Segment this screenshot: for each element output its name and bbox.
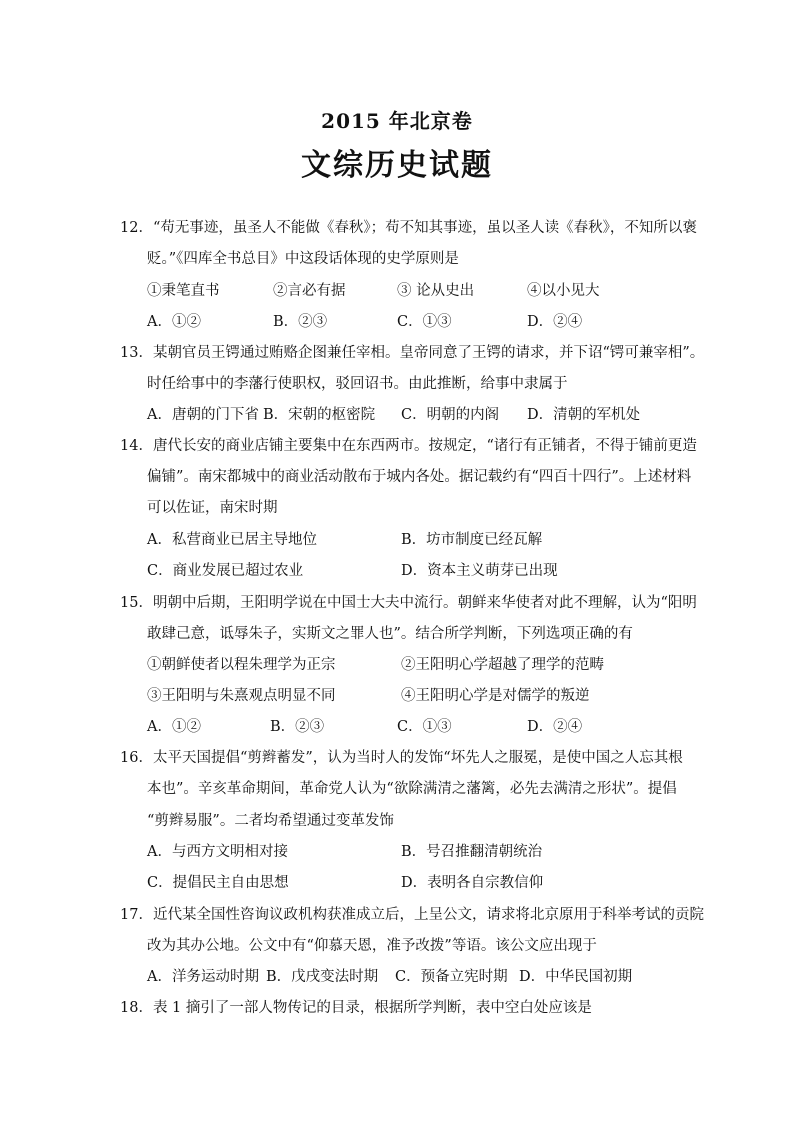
option-b[interactable]: B．号召推翻清朝统治 [401,844,543,860]
question-14-line-1 [120,436,697,456]
question-14-line-3: 可以佐证，南宋时期 [147,500,278,516]
option-c[interactable]: C．①③ [397,314,452,330]
exam-title: 2015 年北京卷 [321,109,473,133]
question-15-line-1 [120,593,697,613]
option-a[interactable]: A．洋务运动时期 [147,969,259,985]
option-d[interactable]: D．中华民国初期 [519,969,633,985]
question-12-line-2: 贬。”《四库全书总目》中这段话体现的史学原则是 [147,251,459,267]
option-a[interactable]: A．①② [147,719,201,735]
option-a[interactable]: A．①② [147,314,201,330]
question-16-line-2: 本也”。辛亥革命期间，革命党人认为“欲除满清之藩篱，必先去满清之形状”。提倡 [147,781,677,797]
question-text: 唐代长安的商业店铺主要集中在东西两市。按规定，“诸行有正铺者，不得于铺前更造 [152,438,697,454]
question-number: 18． [120,1000,153,1016]
question-number: 17． [120,907,153,923]
question-17-line-1 [120,905,704,925]
question-number: 14． [120,438,153,454]
option-b[interactable]: B．②③ [273,314,328,330]
option-c[interactable]: C．明朝的内阁 [401,407,500,423]
question-14-line-2: 偏铺”。南宋都城中的商业活动散布于城内各处。据记载约有“四百十四行”。上述材料 [147,469,692,485]
question-number: 13． [120,345,153,361]
option-c[interactable]: C．预备立宪时期 [395,969,508,985]
option-b[interactable]: B．②③ [270,719,325,735]
option-a[interactable]: A．唐朝的门下省 [147,407,259,423]
statement-3: ③ 论从史出 [397,283,475,299]
statement-2: ②言必有据 [273,283,346,299]
option-a[interactable]: A．与西方文明相对接 [147,844,288,860]
statement-3: ③王阳明与朱熹观点明显不同 [147,688,336,704]
statement-1: ①朝鲜使者以程朱理学为正宗 [147,657,336,673]
question-text: 表 1 摘引了一部人物传记的目录，根据所学判断，表中空白处应该是 [152,1000,592,1016]
option-b[interactable]: B．戊戌变法时期 [266,969,379,985]
statement-1: ①秉笔直书 [147,283,220,299]
question-number: 15． [120,595,153,611]
question-number: 16． [120,750,153,766]
statement-4: ④王阳明心学是对儒学的叛逆 [401,688,590,704]
question-16-line-3: “剪辫易服”。二者均希望通过变革发饰 [147,813,394,829]
option-b[interactable]: B．坊市制度已经瓦解 [401,532,543,548]
option-c[interactable]: C．提倡民主自由思想 [147,875,289,891]
option-d[interactable]: D．清朝的军机处 [527,407,641,423]
question-text: 某朝官员王锷通过贿赂企图兼任宰相。皇帝同意了王锷的请求，并下诏“锷可兼宰相”。 [152,345,705,361]
option-d[interactable]: D．资本主义萌芽已出现 [401,563,558,579]
question-13-line-1 [120,343,704,363]
question-text: “苟无事迹，虽圣人不能做《春秋》；苟不知其事迹，虽以圣人读《春秋》，不知所以褒 [152,220,697,236]
option-c[interactable]: C．商业发展已超过农业 [147,563,304,579]
option-d[interactable]: D．②④ [527,719,583,735]
question-17-line-2: 改为其办公地。公文中有“仰慕天恩，准予改拨”等语。该公文应出现于 [147,938,597,954]
question-15-line-2: 敢肆己意，诋辱朱子，实斯文之罪人也”。结合所学判断，下列选项正确的有 [147,626,633,642]
question-text: 太平天国提倡“剪辫蓄发”，认为当时人的发饰“坏先人之服冕，是使中国之人忘其根 [152,750,683,766]
question-16-line-1 [120,748,683,768]
option-b[interactable]: B．宋朝的枢密院 [263,407,376,423]
option-c[interactable]: C．①③ [397,719,452,735]
statement-2: ②王阳明心学超越了理学的范畴 [401,657,604,673]
statement-4: ④以小见大 [527,283,600,299]
question-18-line-1 [120,998,592,1018]
question-text: 近代某全国性咨询议政机构获准成立后，上呈公文，请求将北京原用于科举考试的贡院 [152,907,704,923]
question-text: 明朝中后期，王阳明学说在中国士大夫中流行。朝鲜来华使者对此不理解，认为“阳明 [152,595,697,611]
exam-subtitle: 文综历史试题 [301,148,493,183]
option-d[interactable]: D．②④ [527,314,583,330]
option-d[interactable]: D．表明各自宗教信仰 [401,875,544,891]
option-a[interactable]: A．私营商业已居主导地位 [147,532,317,548]
question-12-line-1 [120,218,697,238]
question-13-line-2: 时任给事中的李藩行使职权，驳回诏书。由此推断，给事中隶属于 [147,376,568,392]
question-number: 12． [120,220,153,236]
